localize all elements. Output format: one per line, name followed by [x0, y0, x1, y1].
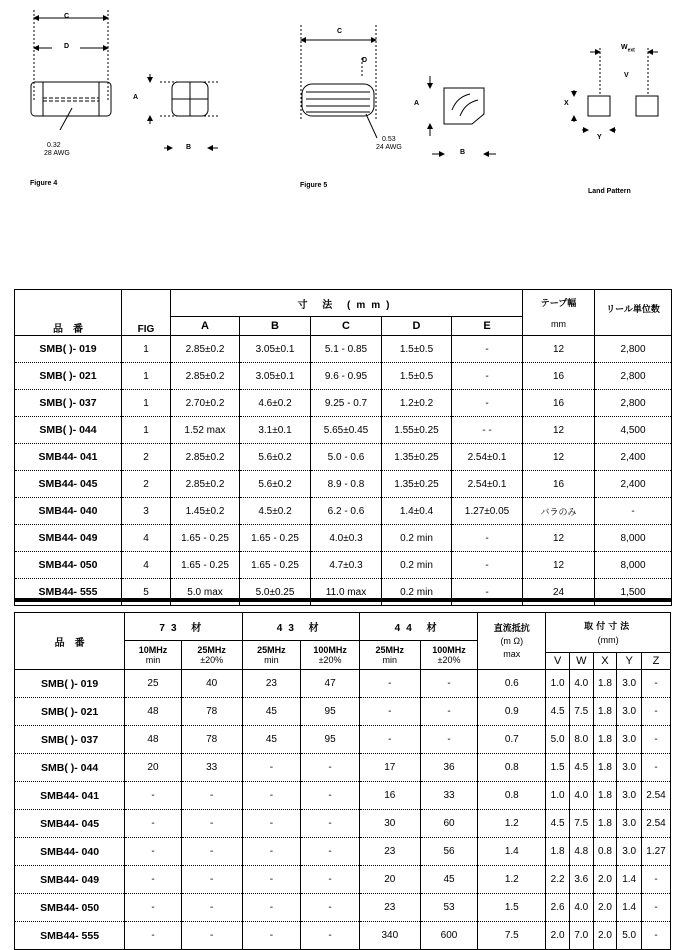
t2-cell: 0.7	[478, 726, 546, 754]
t2-cell: -	[420, 698, 478, 726]
t1-cell-d: 1.55±0.25	[382, 417, 452, 444]
t2-cell: -	[642, 698, 671, 726]
t2-cell: 45	[242, 726, 301, 754]
t2-header-73: 73 材	[125, 613, 242, 641]
t2-cell: 17	[359, 754, 420, 782]
t1-cell-tape: バラのみ	[523, 498, 595, 525]
t2-cell: -	[125, 922, 182, 950]
t1-cell-fig: 2	[122, 444, 171, 471]
t1-cell-e: -	[452, 336, 523, 363]
t2-cell: -	[242, 838, 301, 866]
t2-cell: 4.0	[569, 670, 593, 698]
t1-cell-part: SMB( )- 044	[15, 417, 122, 444]
t1-cell-d: 1.2±0.2	[382, 390, 452, 417]
t1-cell-tape: 16	[523, 471, 595, 498]
t1-header-reel: リール単位数	[595, 290, 672, 336]
t2-cell: -	[125, 866, 182, 894]
t1-cell-reel: 4,500	[595, 417, 672, 444]
t1-cell-fig: 1	[122, 336, 171, 363]
t1-cell-part: SMB( )- 019	[15, 336, 122, 363]
t2-header-44: 44 材	[359, 613, 477, 641]
t1-cell-tape: 12	[523, 444, 595, 471]
t2-cell: 45	[420, 866, 478, 894]
t1-cell-a: 1.52 max	[171, 417, 240, 444]
t2-cell: 2.0	[593, 866, 617, 894]
fig5-dim-letter-a: A	[414, 100, 420, 107]
t1-cell-fig: 2	[122, 471, 171, 498]
fig5-dim-letter-b: B	[460, 149, 466, 156]
t2-cell: -	[301, 838, 360, 866]
t2-cell: -	[420, 726, 478, 754]
t2-freq-header: 25MHz ±20%	[181, 641, 242, 670]
t2-cell-part: SMB44- 555	[15, 922, 125, 950]
table-row	[15, 754, 671, 782]
t1-cell-b: 5.6±0.2	[240, 471, 311, 498]
t1-cell-a: 2.85±0.2	[171, 444, 240, 471]
t2-cell: -	[125, 782, 182, 810]
t2-cell: -	[181, 782, 242, 810]
t2-cell: -	[642, 670, 671, 698]
t2-cell-part: SMB44- 045	[15, 810, 125, 838]
t2-cell: 2.2	[546, 866, 570, 894]
t2-freq-header: 10MHz min	[125, 641, 182, 670]
t1-cell-d: 1.35±0.25	[382, 471, 452, 498]
t1-cell-a: 2.70±0.2	[171, 390, 240, 417]
table-row	[15, 525, 672, 552]
t1-cell-b: 4.5±0.2	[240, 498, 311, 525]
dim-letter-d: D	[64, 43, 70, 50]
t2-cell: 1.8	[593, 810, 617, 838]
t2-cell: 25	[125, 670, 182, 698]
t2-cell: 1.2	[478, 866, 546, 894]
t1-cell-b: 1.65 - 0.25	[240, 525, 311, 552]
t1-cell-reel: 2,800	[595, 390, 672, 417]
t2-cell: 3.0	[617, 782, 642, 810]
t2-cell: 16	[359, 782, 420, 810]
t1-cell-e: - -	[452, 417, 523, 444]
t1-header-fig: FIG	[122, 290, 171, 336]
t2-cell: 0.6	[478, 670, 546, 698]
t2-cell: 53	[420, 894, 478, 922]
t2-cell: 1.8	[593, 726, 617, 754]
t1-cell-e: -	[452, 525, 523, 552]
t1-cell-c: 5.0 - 0.6	[311, 444, 382, 471]
table-row	[15, 782, 671, 810]
table-row	[15, 552, 672, 579]
t1-cell-fig: 1	[122, 390, 171, 417]
t2-cell: 33	[181, 754, 242, 782]
t1-cell-part: SMB( )- 021	[15, 363, 122, 390]
t2-cell-part: SMB44- 049	[15, 866, 125, 894]
t2-cell-part: SMB( )- 019	[15, 670, 125, 698]
t2-cell: 23	[359, 894, 420, 922]
t2-cell: 4.0	[569, 782, 593, 810]
t2-freq-header: 25MHz min	[242, 641, 301, 670]
dim-letter-c: C	[64, 13, 70, 20]
table-row	[15, 726, 671, 754]
t1-cell-part: SMB44- 045	[15, 471, 122, 498]
t2-cell: -	[181, 866, 242, 894]
t2-cell: -	[181, 810, 242, 838]
t2-cell: 1.8	[593, 754, 617, 782]
t2-cell: 2.0	[593, 922, 617, 950]
t2-cell: -	[301, 922, 360, 950]
t2-dim-header: X	[593, 653, 617, 670]
t1-cell-e: -	[452, 390, 523, 417]
land-pattern-caption: Land Pattern	[588, 188, 631, 195]
t1-cell-e: -	[452, 579, 523, 606]
t2-cell: 4.8	[569, 838, 593, 866]
t2-cell: -	[181, 838, 242, 866]
t2-cell: -	[642, 754, 671, 782]
t1-cell-e: -	[452, 363, 523, 390]
figure4-caption: Figure 4	[30, 180, 58, 187]
fig4-wire-awg: 28 AWG	[44, 150, 70, 157]
t1-cell-c: 9.6 - 0.95	[311, 363, 382, 390]
t1-cell-tape: 12	[523, 552, 595, 579]
t1-cell-d: 1.4±0.4	[382, 498, 452, 525]
t1-cell-d: 0.2 min	[382, 552, 452, 579]
t1-cell-c: 5.65±0.45	[311, 417, 382, 444]
t1-cell-a: 2.85±0.2	[171, 336, 240, 363]
t1-cell-reel: 2,800	[595, 336, 672, 363]
t1-cell-a: 2.85±0.2	[171, 471, 240, 498]
t1-cell-b: 1.65 - 0.25	[240, 552, 311, 579]
t1-cell-d: 1.35±0.25	[382, 444, 452, 471]
t2-freq-header: 100MHz ±20%	[301, 641, 360, 670]
t2-cell: 3.0	[617, 838, 642, 866]
t2-cell: 3.0	[617, 726, 642, 754]
t1-cell-a: 2.85±0.2	[171, 363, 240, 390]
figure5-caption: Figure 5	[300, 182, 328, 189]
t1-cell-e: 2.54±0.1	[452, 444, 523, 471]
t2-cell: -	[420, 670, 478, 698]
t2-cell: 2.0	[593, 894, 617, 922]
t1-cell-b: 4.6±0.2	[240, 390, 311, 417]
t2-cell: -	[301, 782, 360, 810]
t2-header-dcr: 直流抵抗 (m Ω) max	[478, 613, 546, 670]
t2-header-part: 品 番	[15, 613, 125, 670]
technical-drawings	[0, 0, 689, 260]
dim-letter-a: A	[133, 94, 139, 101]
t1-col-a: A	[171, 317, 240, 336]
t2-cell: -	[642, 866, 671, 894]
t2-freq-header: 100MHz ±20%	[420, 641, 478, 670]
t2-cell: 48	[125, 698, 182, 726]
figure4-end-view	[150, 74, 220, 148]
t2-cell-part: SMB( )- 021	[15, 698, 125, 726]
t1-header-tape: テープ幅 mm	[523, 290, 595, 336]
t2-cell: -	[181, 922, 242, 950]
t2-cell: 2.54	[642, 810, 671, 838]
t1-cell-part: SMB44- 040	[15, 498, 122, 525]
lp-dim-letter-x: X	[564, 100, 569, 107]
t2-cell: 340	[359, 922, 420, 950]
t2-cell: 1.0	[546, 782, 570, 810]
t2-cell: -	[359, 670, 420, 698]
t1-cell-c: 8.9 - 0.8	[311, 471, 382, 498]
t2-cell: -	[642, 894, 671, 922]
t2-cell: 1.8	[546, 838, 570, 866]
t2-cell: 0.8	[593, 838, 617, 866]
t1-col-e: E	[452, 317, 523, 336]
t2-cell: 36	[420, 754, 478, 782]
figure4-side-view	[31, 10, 111, 130]
t2-cell: -	[242, 754, 301, 782]
t2-cell: -	[242, 922, 301, 950]
t2-cell: 45	[242, 698, 301, 726]
t2-cell: -	[125, 894, 182, 922]
t2-cell-part: SMB44- 041	[15, 782, 125, 810]
t1-cell-tape: 16	[523, 363, 595, 390]
t2-cell: 23	[359, 838, 420, 866]
lp-dim-letter-y: Y	[597, 134, 602, 141]
t2-header-mount: 取付寸法 (mm)	[546, 613, 671, 653]
table-row	[15, 810, 671, 838]
t2-cell: -	[125, 838, 182, 866]
t1-cell-a: 5.0 max	[171, 579, 240, 606]
t2-cell: 47	[301, 670, 360, 698]
t2-header-43: 43 材	[242, 613, 359, 641]
t1-cell-d: 0.2 min	[382, 579, 452, 606]
t1-cell-reel: 1,500	[595, 579, 672, 606]
t2-cell: 3.0	[617, 698, 642, 726]
t2-cell: 60	[420, 810, 478, 838]
t1-cell-part: SMB( )- 037	[15, 390, 122, 417]
material-table	[14, 612, 671, 950]
t2-cell: 1.8	[593, 782, 617, 810]
t1-cell-fig: 4	[122, 552, 171, 579]
t2-cell: 2.54	[642, 782, 671, 810]
t1-cell-b: 5.0±0.25	[240, 579, 311, 606]
t2-cell: 33	[420, 782, 478, 810]
t1-cell-tape: 12	[523, 336, 595, 363]
table-row	[15, 444, 672, 471]
table-row	[15, 498, 672, 525]
t2-cell: 3.0	[617, 754, 642, 782]
t2-cell-part: SMB44- 040	[15, 838, 125, 866]
t1-cell-reel: 8,000	[595, 525, 672, 552]
t2-cell: 4.0	[569, 894, 593, 922]
t2-freq-header: 25MHz min	[359, 641, 420, 670]
t1-header-part: 品 番	[15, 290, 122, 336]
t1-cell-c: 6.2 - 0.6	[311, 498, 382, 525]
t2-cell: -	[181, 894, 242, 922]
t1-cell-b: 3.1±0.1	[240, 417, 311, 444]
table-row	[15, 838, 671, 866]
figure5-side-view	[301, 25, 377, 138]
t1-header-dims: 寸 法 (mm)	[171, 290, 523, 317]
t1-cell-c: 9.25 - 0.7	[311, 390, 382, 417]
t2-cell: 40	[181, 670, 242, 698]
t1-cell-reel: 2,400	[595, 444, 672, 471]
t2-cell: -	[642, 922, 671, 950]
t1-cell-part: SMB44- 041	[15, 444, 122, 471]
t2-cell: 4.5	[546, 810, 570, 838]
t2-cell: -	[301, 754, 360, 782]
t1-cell-e: 2.54±0.1	[452, 471, 523, 498]
t2-cell: 3.6	[569, 866, 593, 894]
t2-cell: 1.4	[478, 838, 546, 866]
fig4-wire-size: 0.32	[47, 142, 61, 149]
t2-cell-part: SMB44- 050	[15, 894, 125, 922]
t2-cell: 1.8	[593, 670, 617, 698]
t2-cell: 48	[125, 726, 182, 754]
t2-cell: 1.2	[478, 810, 546, 838]
dim-letter-b: B	[186, 144, 192, 151]
t1-cell-fig: 5	[122, 579, 171, 606]
t2-cell: 0.9	[478, 698, 546, 726]
t2-cell: 2.0	[546, 922, 570, 950]
t2-cell: 20	[359, 866, 420, 894]
t2-cell: 7.5	[569, 698, 593, 726]
t2-dim-header: Y	[617, 653, 642, 670]
table-row	[15, 336, 672, 363]
t2-cell: 600	[420, 922, 478, 950]
t1-cell-reel: 2,400	[595, 471, 672, 498]
t1-col-c: C	[311, 317, 382, 336]
section-divider	[14, 598, 671, 602]
t2-cell: 3.0	[617, 670, 642, 698]
t2-cell: -	[301, 810, 360, 838]
table-row	[15, 894, 671, 922]
fig5-dim-letter-d: D	[362, 57, 368, 64]
t1-cell-e: -	[452, 552, 523, 579]
fig5-wire-size: 0.53	[382, 136, 396, 143]
t2-cell: 1.4	[617, 894, 642, 922]
t2-cell: -	[301, 866, 360, 894]
t2-cell: 1.8	[593, 698, 617, 726]
lp-dim-letter-w: $W_{ext}$	[621, 44, 635, 54]
t2-cell-part: SMB( )- 044	[15, 754, 125, 782]
dimension-table	[14, 289, 672, 606]
t2-cell: -	[125, 810, 182, 838]
t1-cell-a: 1.65 - 0.25	[171, 552, 240, 579]
t1-cell-c: 4.7±0.3	[311, 552, 382, 579]
table-row	[15, 471, 672, 498]
t1-cell-a: 1.65 - 0.25	[171, 525, 240, 552]
t2-cell: 1.5	[546, 754, 570, 782]
t2-dim-header: V	[546, 653, 570, 670]
t2-cell: -	[642, 726, 671, 754]
t1-cell-d: 0.2 min	[382, 525, 452, 552]
t2-cell: -	[242, 810, 301, 838]
t2-cell: -	[242, 894, 301, 922]
t2-cell: 78	[181, 698, 242, 726]
table-row	[15, 866, 671, 894]
t2-cell-part: SMB( )- 037	[15, 726, 125, 754]
t1-cell-tape: 16	[523, 390, 595, 417]
table-row	[15, 417, 672, 444]
t1-cell-d: 1.5±0.5	[382, 363, 452, 390]
t1-cell-tape: 12	[523, 525, 595, 552]
t2-cell: 5.0	[617, 922, 642, 950]
t2-cell: 1.27	[642, 838, 671, 866]
t2-dim-header: W	[569, 653, 593, 670]
t2-cell: 7.0	[569, 922, 593, 950]
t2-cell: 2.6	[546, 894, 570, 922]
t1-cell-c: 11.0 max	[311, 579, 382, 606]
t2-cell: -	[242, 866, 301, 894]
table-row	[15, 698, 671, 726]
t2-cell: 56	[420, 838, 478, 866]
t1-cell-fig: 1	[122, 363, 171, 390]
t2-cell: 95	[301, 698, 360, 726]
t2-dim-header: Z	[642, 653, 671, 670]
t2-cell: 20	[125, 754, 182, 782]
t1-cell-b: 5.6±0.2	[240, 444, 311, 471]
t2-cell: 0.8	[478, 754, 546, 782]
t2-cell: 4.5	[546, 698, 570, 726]
t1-cell-fig: 1	[122, 417, 171, 444]
t1-cell-c: 5.1 - 0.85	[311, 336, 382, 363]
t2-cell: 4.5	[569, 754, 593, 782]
t1-cell-reel: -	[595, 498, 672, 525]
fig5-wire-awg: 24 AWG	[376, 144, 402, 151]
t2-cell: 7.5	[569, 810, 593, 838]
t2-cell: 3.0	[617, 810, 642, 838]
t2-cell: -	[301, 894, 360, 922]
t2-cell: 5.0	[546, 726, 570, 754]
t2-cell: 7.5	[478, 922, 546, 950]
t2-cell: 78	[181, 726, 242, 754]
t2-cell: -	[242, 782, 301, 810]
t2-cell: 1.0	[546, 670, 570, 698]
t1-cell-part: SMB44- 049	[15, 525, 122, 552]
t2-cell: -	[359, 698, 420, 726]
t1-cell-b: 3.05±0.1	[240, 336, 311, 363]
t1-cell-reel: 2,800	[595, 363, 672, 390]
lp-dim-letter-v: V	[624, 72, 629, 79]
t2-cell: 8.0	[569, 726, 593, 754]
t1-cell-d: 1.5±0.5	[382, 336, 452, 363]
t1-cell-reel: 8,000	[595, 552, 672, 579]
t2-cell: 23	[242, 670, 301, 698]
t2-cell: 1.5	[478, 894, 546, 922]
t1-cell-a: 1.45±0.2	[171, 498, 240, 525]
t1-cell-fig: 3	[122, 498, 171, 525]
t1-cell-tape: 12	[523, 417, 595, 444]
t1-cell-part: SMB44- 050	[15, 552, 122, 579]
t1-cell-tape: 24	[523, 579, 595, 606]
t1-col-d: D	[382, 317, 452, 336]
t2-cell: -	[359, 726, 420, 754]
t1-col-b: B	[240, 317, 311, 336]
t2-cell: 0.8	[478, 782, 546, 810]
t1-cell-part: SMB44- 555	[15, 579, 122, 606]
fig5-dim-letter-c: C	[337, 28, 343, 35]
table-row	[15, 922, 671, 950]
t1-cell-c: 4.0±0.3	[311, 525, 382, 552]
table-row	[15, 670, 671, 698]
t2-cell: 1.4	[617, 866, 642, 894]
figure5-end-view	[430, 76, 496, 154]
t1-cell-e: 1.27±0.05	[452, 498, 523, 525]
t2-cell: 95	[301, 726, 360, 754]
t1-cell-b: 3.05±0.1	[240, 363, 311, 390]
land-pattern	[574, 48, 658, 130]
t1-cell-fig: 4	[122, 525, 171, 552]
t2-cell: 30	[359, 810, 420, 838]
table-row	[15, 390, 672, 417]
table-row	[15, 363, 672, 390]
